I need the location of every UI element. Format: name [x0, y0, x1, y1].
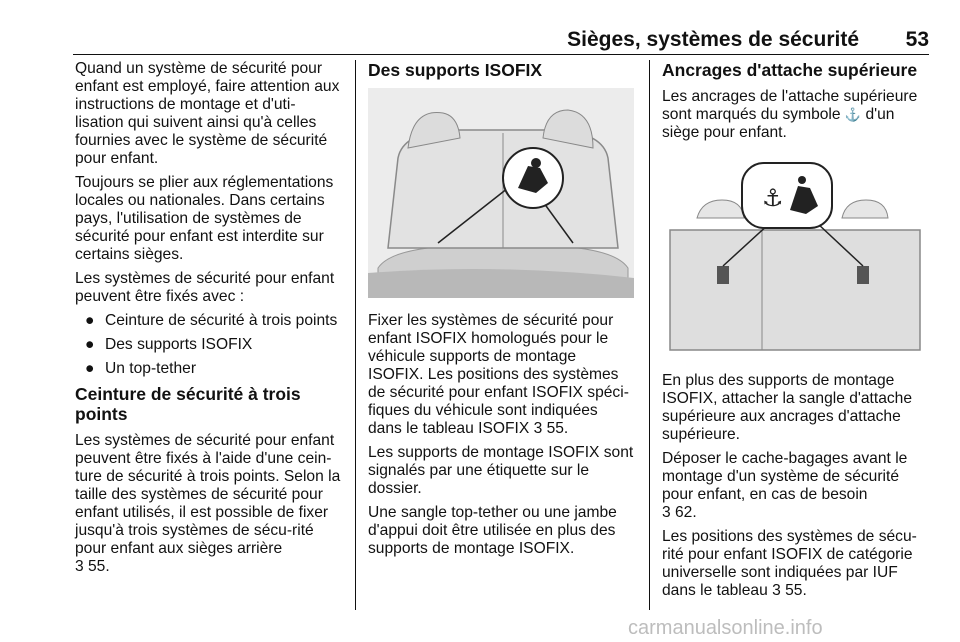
- header-rule: [73, 54, 929, 55]
- page-header: [73, 28, 929, 54]
- isofix-seat-illustration: [368, 88, 634, 298]
- section-heading: Ceinture de sécurité à trois points: [75, 384, 301, 424]
- bullet-list: [75, 312, 343, 378]
- column-1: [75, 60, 343, 582]
- paragraph: Les systèmes de sécurité pour enfant peuvent être fixés avec :: [75, 270, 335, 305]
- list-item: ● Un top-tether: [85, 360, 197, 377]
- paragraph: En plus des supports de montage ISOFIX, attacher la sangle d'attache supérieure aux ancrages d'attache supérieure.: [662, 372, 913, 443]
- bullet-icon: ●: [85, 336, 95, 353]
- paragraph: Les supports de montage ISOFIX sont signalés par une étiquette sur le dossier.: [368, 444, 634, 497]
- section-heading: Des supports ISOFIX: [368, 60, 543, 80]
- column-divider: [649, 60, 650, 610]
- paragraph: Déposer le cache-bagages avant le montage d'un système de sécurité pour enfant, en cas de besoin 3 62.: [662, 450, 908, 521]
- page-number: 53: [905, 28, 929, 51]
- paragraph: Quand un système de sécurité pour enfant est employé, faire attention aux instructions de montage et d'uti-lisation qui suivent ainsi qu'à celles fournies avec le système de sécurité pour enfant.: [75, 60, 340, 167]
- top-tether-anchor-icon: ⚓: [844, 107, 862, 122]
- list-item: ● Des supports ISOFIX: [85, 336, 253, 353]
- page-reference-link[interactable]: 3 55.: [533, 420, 569, 437]
- page-reference-link[interactable]: 3 55.: [772, 582, 807, 599]
- column-3: [662, 60, 930, 606]
- paragraph: Toujours se plier aux réglementations locales ou nationales. Dans certains pays, l'utilisation de systèmes de sécurité pour enfant est interdite sur certains sièges.: [75, 174, 334, 263]
- paragraph: Les ancrages de l'attache supérieure sont marqués du symbole ⚓ d'un siège pour enfant.: [662, 88, 918, 141]
- bullet-icon: ●: [85, 312, 95, 329]
- paragraph: Fixer les systèmes de sécurité pour enfant ISOFIX homologués pour le véhicule supports de montage ISOFIX. Les positions des systèmes de sécurité pour enfant ISOFIX spéci-fiques du véhicule sont indiquées dans le tableau ISOFIX 3 55.: [368, 312, 629, 437]
- column-2: [368, 60, 634, 564]
- bullet-icon: ●: [85, 360, 95, 377]
- list-item: ● Ceinture de sécurité à trois points: [85, 312, 338, 329]
- watermark: carmanualsonline.info: [628, 617, 823, 639]
- paragraph: Les systèmes de sécurité pour enfant peuvent être fixés à l'aide d'une cein-ture de sécurité à trois points. Selon la taille des systèmes de sécurité pour enfant utilisés, il est possible de fixer jusqu'à trois systèmes de sécu-rité pour enfant aux sièges arrière 3 55.: [75, 432, 341, 575]
- page-reference-link[interactable]: 3 55.: [75, 558, 110, 575]
- svg-text:⚓: ⚓: [762, 184, 784, 212]
- page-reference-link[interactable]: 3 62.: [662, 504, 697, 521]
- column-divider: [355, 60, 356, 610]
- page-title: Sièges, systèmes de sécurité: [567, 28, 859, 51]
- section-heading: Ancrages d'attache supérieure: [662, 60, 918, 80]
- top-tether-anchor-illustration: [662, 148, 928, 358]
- paragraph: Les positions des systèmes de sécu-rité pour enfant ISOFIX de catégorie universelle sont indiquées par IUF dans le tableau 3 55.: [662, 528, 917, 599]
- paragraph: Une sangle top-tether ou une jambe d'appui doit être utilisée en plus des supports de montage ISOFIX.: [368, 504, 617, 557]
